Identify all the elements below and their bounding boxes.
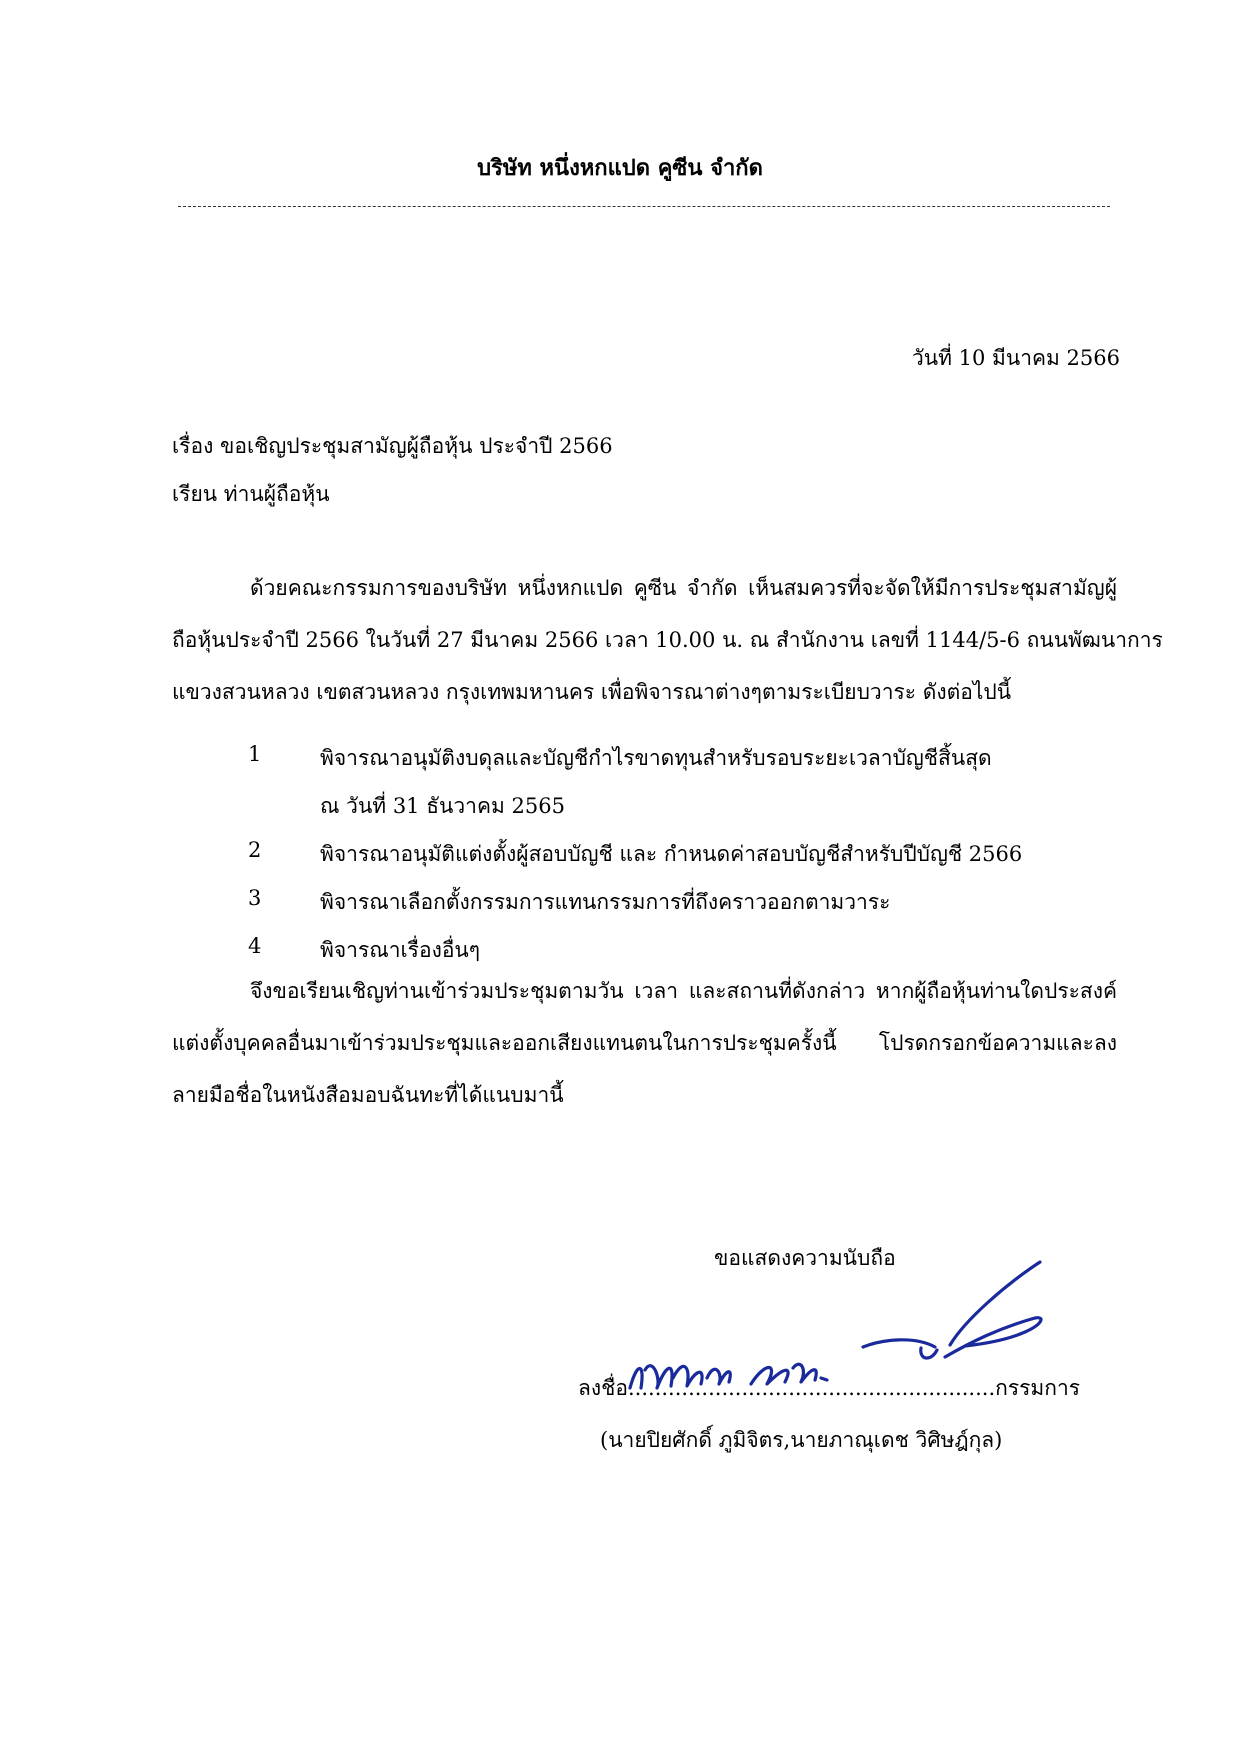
invitation-line: ลายมือชื่อในหนังสือมอบฉันทะที่ได้แนบมานี้: [172, 1083, 564, 1107]
agenda-number: 3: [248, 886, 262, 910]
signer-names: (นายปิยศักดิ์ ภูมิจิตร,นายภาณุเดช วิศิษฎ์กุล): [600, 1428, 1003, 1452]
agenda-item: พิจารณาอนุมัติงบดุลและบัญชีกำไรขาดทุนสำหรับรอบระยะเวลาบัญชีสิ้นสุด: [320, 746, 992, 770]
invitation-paragraph: [172, 965, 1117, 1121]
agenda-number: 2: [248, 838, 262, 862]
invitation-line: จึงขอเรียนเชิญท่านเข้าร่วมประชุมตามวัน เวลา และสถานที่ดังกล่าว หากผู้ถือหุ้นท่านใดประสงค์: [250, 979, 1117, 1003]
intro-line: แขวงสวนหลวง เขตสวนหลวง กรุงเทพมหานคร เพื่อพิจารณาต่างๆตามระเบียบวาระ ดังต่อไปนี้: [172, 680, 1012, 704]
agenda-item: พิจารณาเรื่องอื่นๆ: [320, 938, 481, 962]
intro-paragraph: [172, 562, 1163, 718]
agenda-item: พิจารณาเลือกตั้งกรรมการแทนกรรมการที่ถึงคราวออกตามวาระ: [320, 890, 891, 914]
invitation-line: แต่งตั้งบุคคลอื่นมาเข้าร่วมประชุมและออกเสียงแทนตนในการประชุมครั้งนี้ โปรดกรอกข้อความและลง: [172, 1031, 1117, 1055]
letter-date: วันที่ 10 มีนาคม 2566: [911, 346, 1120, 370]
agenda-number: 4: [248, 934, 262, 958]
intro-line: ถือหุ้นประจำปี 2566 ในวันที่ 27 มีนาคม 2566 เวลา 10.00 น. ณ สำนักงาน เลขที่ 1144/5-6 ถนนพัฒนาการ: [172, 628, 1163, 652]
letter-subject: เรื่อง ขอเชิญประชุมสามัญผู้ถือหุ้น ประจำปี 2566: [172, 434, 613, 458]
intro-line: ด้วยคณะกรรมการของบริษัท หนึ่งหกแปด คูซีน จำกัด เห็นสมควรที่จะจัดให้มีการประชุมสามัญผู้: [250, 576, 1117, 600]
letter-recipient: เรียน ท่านผู้ถือหุ้น: [172, 482, 330, 506]
agenda-item-continuation: ณ วันที่ 31 ธันวาคม 2565: [320, 794, 565, 818]
company-name: บริษัท หนึ่งหกแปด คูซีน จำกัด: [477, 155, 763, 181]
signature-line: ลงชื่อ.......................................................กรรมการ: [578, 1376, 1081, 1400]
agenda-number: 1: [248, 742, 262, 766]
agenda-item: พิจารณาอนุมัติแต่งตั้งผู้สอบบัญชี และ กำหนดค่าสอบบัญชีสำหรับปีบัญชี 2566: [320, 842, 1023, 866]
closing-salutation: ขอแสดงความนับถือ: [714, 1246, 896, 1270]
header-divider: [178, 206, 1110, 207]
